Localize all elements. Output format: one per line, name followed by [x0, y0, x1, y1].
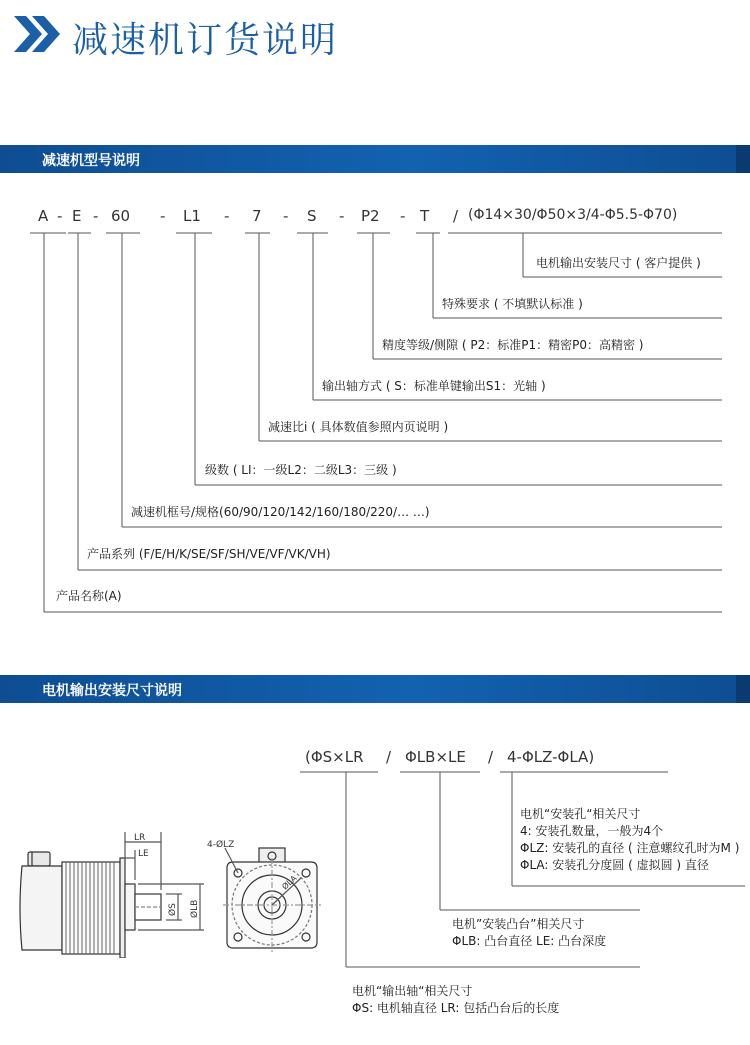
code-part-a: A — [38, 207, 49, 225]
page-title: 减速机订货说明 — [72, 20, 339, 61]
dim-lb-label: ØLB — [190, 899, 200, 918]
desc-ratio: 减速比i ( 具体数值参照内页说明 ) — [268, 420, 449, 434]
motor-side-view-drawing — [14, 828, 214, 958]
group-title: 电机“输出轴“相关尺寸 — [352, 984, 473, 998]
desc-frame-size: 减速机框号/规格(60/90/120/142/160/180/220/… …) — [131, 505, 430, 519]
code-sep: - — [283, 207, 289, 225]
code-part-dimensions: (Φ14×30/Φ50×3/4-Φ5.5-Φ70) — [468, 207, 678, 223]
dim-s-label: ØS — [168, 903, 178, 916]
code-part-60: 60 — [111, 207, 131, 225]
motor-code-boss: ΦLB×LE — [405, 748, 466, 766]
motor-code-holes: 4-ΦLZ-ΦLA) — [507, 748, 595, 766]
code-sep: - — [93, 207, 99, 225]
group-line: ΦLZ: 安装孔的直径 ( 注意螺纹孔时为M ) — [520, 841, 740, 855]
dim-lz-label: 4-ØLZ — [207, 840, 235, 850]
code-sep: - — [57, 207, 63, 225]
code-part-l1: L1 — [183, 207, 201, 225]
motor-code-slash: / — [386, 748, 392, 766]
dim-le-label: LE — [138, 849, 149, 859]
group-line: ΦLA: 安装孔分度圆 ( 虚拟圆 ) 直径 — [520, 858, 709, 872]
code-part-e: E — [72, 207, 82, 225]
code-sep: - — [400, 207, 406, 225]
group-boss — [452, 916, 606, 950]
code-part-s: S — [307, 207, 317, 225]
code-part-p2: P2 — [361, 207, 380, 225]
group-title: 电机”安装凸台”相关尺寸 — [452, 917, 585, 931]
desc-output-shaft: 输出轴方式 ( S：标准单键输出S1：光轴 ) — [322, 379, 546, 393]
group-shaft — [352, 983, 559, 1017]
group-line: 4: 安装孔数量，一般为4个 — [520, 824, 664, 838]
dim-la-label: ØLA — [280, 873, 299, 892]
group-line: ΦLB: 凸台直径 LE: 凸台深度 — [452, 934, 607, 948]
motor-front-view-drawing — [205, 838, 325, 958]
code-sep: - — [339, 207, 345, 225]
desc-motor-mount: 电机输出安装尺寸 ( 客户提供 ) — [536, 256, 701, 270]
motor-code-slash: / — [488, 748, 494, 766]
group-title: 电机“安装孔“相关尺寸 — [520, 807, 641, 821]
motor-code-shaft: (ΦS×LR — [305, 748, 364, 766]
group-mount-holes — [520, 806, 739, 874]
group-line: ΦS: 电机轴直径 LR: 包括凸台后的长度 — [352, 1001, 560, 1015]
desc-special: 特殊要求 ( 不填默认标准 ) — [442, 297, 583, 311]
dim-lr-label: LR — [134, 833, 146, 843]
code-part-t: T — [420, 207, 430, 225]
desc-series: 产品系列 (F/E/H/K/SE/SF/SH/VE/VF/VK/VH) — [87, 547, 331, 561]
desc-precision: 精度等级/侧隙 ( P2：标准P1：精密P0：高精密 ) — [382, 338, 644, 352]
section-header-label: 减速机型号说明 — [42, 153, 140, 169]
code-part-7: 7 — [252, 207, 262, 225]
code-sep: - — [224, 207, 230, 225]
desc-product-name: 产品名称(A) — [56, 589, 122, 603]
desc-stages: 级数 ( LI：一级L2：二级L3：三级 ) — [205, 463, 397, 477]
section-header-label: 电机输出安装尺寸说明 — [42, 683, 182, 699]
code-slash: / — [453, 207, 459, 225]
code-sep: - — [160, 207, 166, 225]
